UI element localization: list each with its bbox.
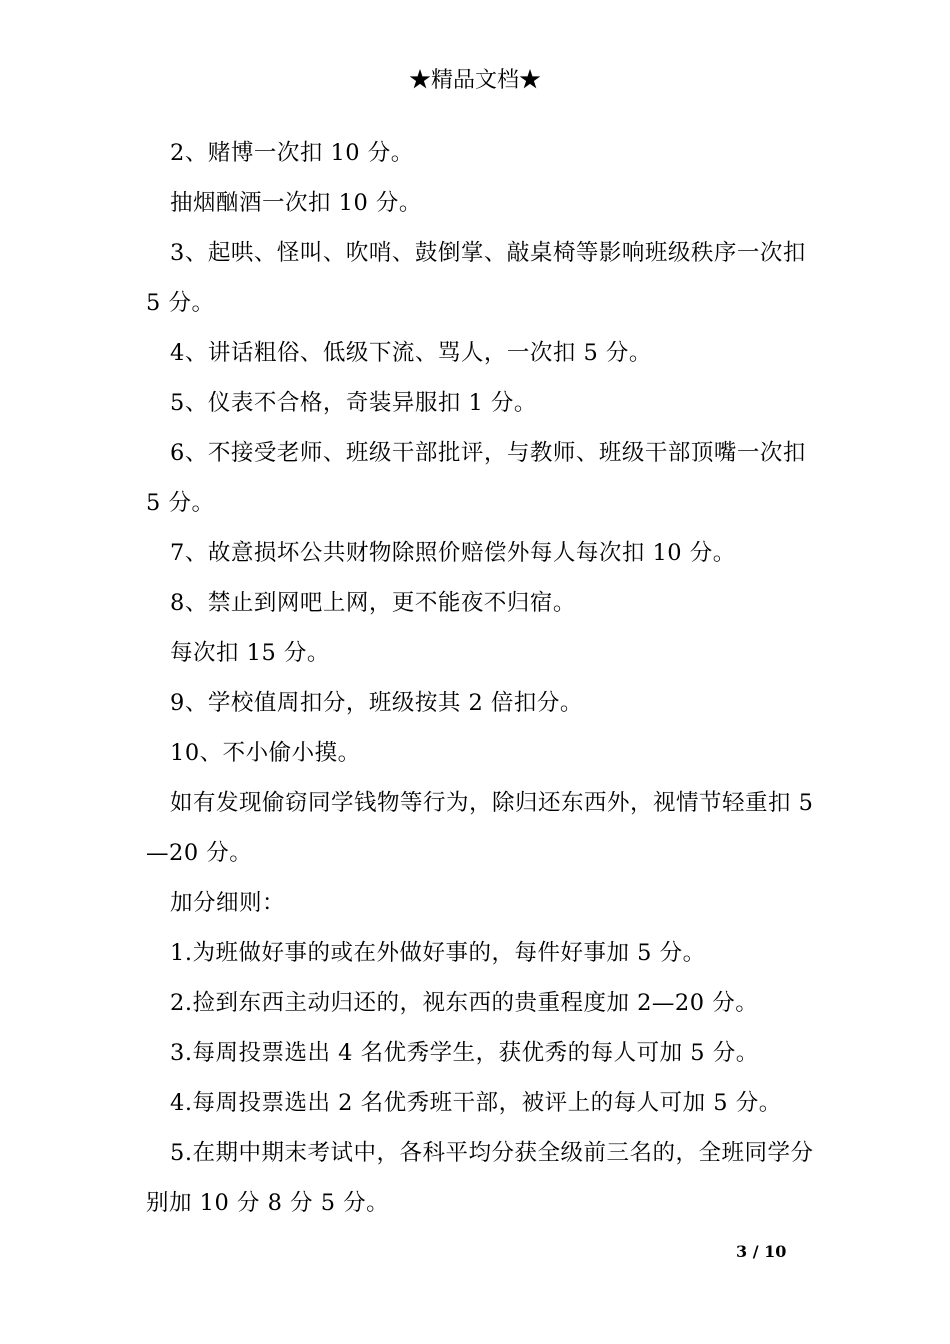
paragraph: 2、赌博一次扣 10 分。 [170,140,414,166]
paragraph: 6、不接受老师、班级干部批评，与教师、班级干部顶嘴一次扣 5 分。 [146,440,806,516]
page-number: 3 / 10 [736,1242,787,1261]
paragraph: 7、故意损坏公共财物除照价赔偿外每人每次扣 10 分。 [170,540,736,566]
paragraph: 4、讲话粗俗、低级下流、骂人，一次扣 5 分。 [170,340,652,366]
paragraph: 3、起哄、怪叫、吹哨、鼓倒掌、敲桌椅等影响班级秩序一次扣 5 分。 [146,240,806,316]
paragraph: 1.为班做好事的或在外做好事的，每件好事加 5 分。 [170,940,706,966]
paragraph: 3.每周投票选出 4 名优秀学生，获优秀的每人可加 5 分。 [170,1040,759,1066]
header-title: ★精品文档★ [408,68,541,93]
paragraph: 5.在期中期末考试中，各科平均分获全级前三名的，全班同学分别加 10 分 8 分 5 分。 [146,1140,814,1216]
paragraph: 8、禁止到网吧上网，更不能夜不归宿。 [170,590,576,616]
document-header [0,64,950,98]
paragraph: 4.每周投票选出 2 名优秀班干部，被评上的每人可加 5 分。 [170,1090,782,1116]
paragraph: 如有发现偷窃同学钱物等行为，除归还东西外，视情节轻重扣 5—20 分。 [146,790,814,866]
paragraph: 5、仪表不合格，奇装异服扣 1 分。 [170,390,537,416]
paragraph: 抽烟酗酒一次扣 10 分。 [170,190,422,216]
section-heading: 加分细则： [170,890,286,916]
paragraph: 10、不小偷小摸。 [170,740,361,766]
paragraph: 9、学校值周扣分，班级按其 2 倍扣分。 [170,690,583,716]
paragraph: 2.捡到东西主动归还的，视东西的贵重程度加 2—20 分。 [170,990,759,1016]
document-body [146,128,826,1228]
paragraph: 每次扣 15 分。 [170,640,330,666]
